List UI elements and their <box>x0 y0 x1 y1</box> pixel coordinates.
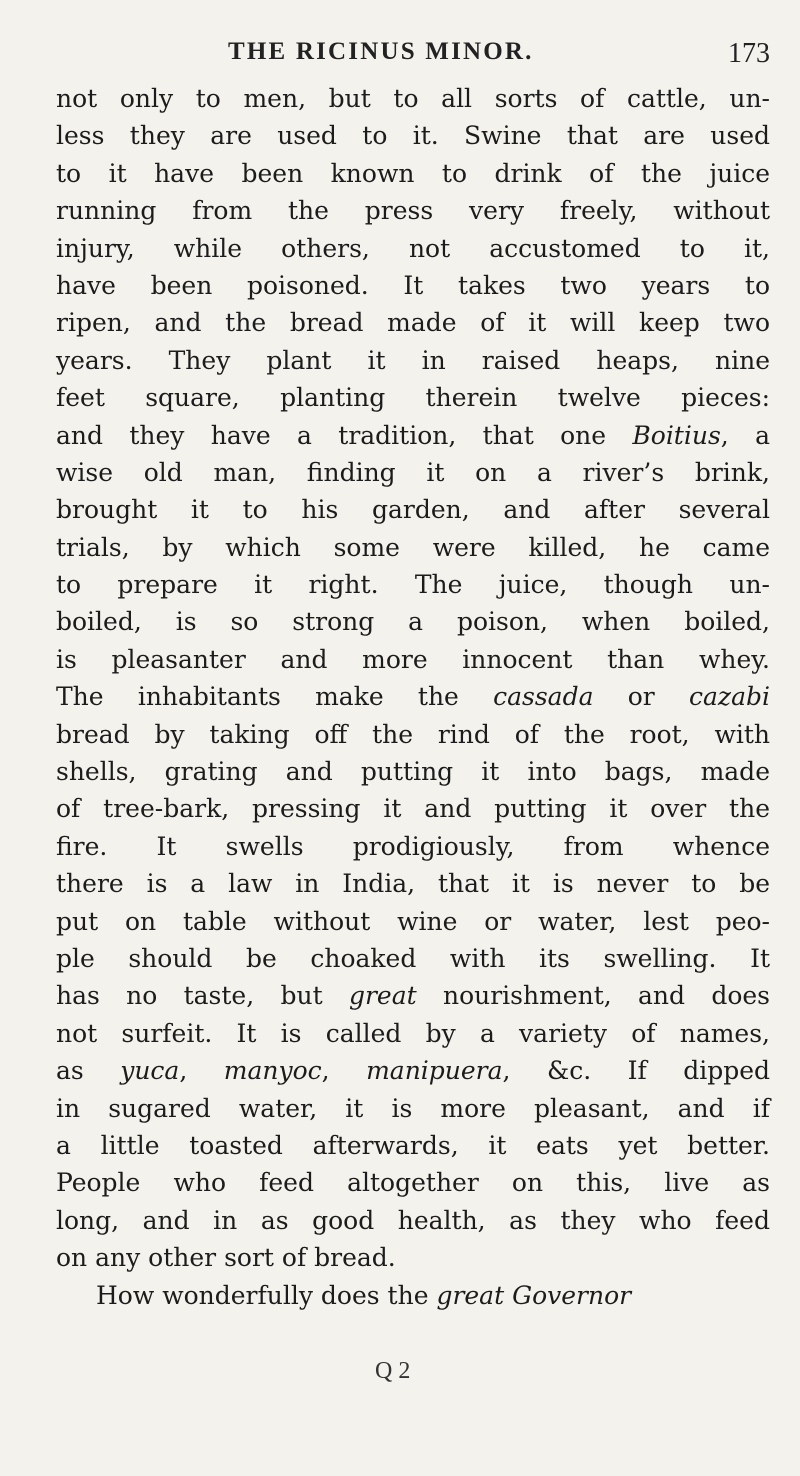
text-line: on any other sort of bread. <box>56 1243 396 1273</box>
text-line: of tree-bark, pressing it and putting it over the <box>56 794 770 824</box>
text-line: to it have been known to drink of the juice <box>56 158 770 188</box>
text-line: boiled, is so strong a poison, when boiled, <box>56 607 770 637</box>
text-line: there is a law in India, that it is never to be <box>56 869 770 899</box>
text-line: not surfeit. It is called by a variety of names, <box>56 1018 770 1048</box>
text-line: and they have a tradition, that one Boitius, a <box>56 420 770 450</box>
text-line: ple should be choaked with its swelling. It <box>56 943 770 973</box>
text-line: feet square, planting therein twelve pieces: <box>56 383 770 413</box>
text-line: have been poisoned. It takes two years to <box>56 270 770 300</box>
text-line: less they are used to it. Swine that are used <box>56 121 770 151</box>
text-line: ripen, and the bread made of it will keep two <box>56 308 770 338</box>
text-line: How wonderfully does the great Governor <box>96 1280 632 1310</box>
text-line: wise old man, finding it on a river’s brink, <box>56 457 770 487</box>
page-header <box>228 38 770 78</box>
text-line: put on table without wine or water, lest peo- <box>56 906 770 936</box>
text-line: The inhabitants make the cassada or cazabi <box>56 682 770 712</box>
text-line: a little toasted afterwards, it eats yet better. <box>56 1130 770 1160</box>
text-line: running from the press very freely, without <box>56 196 770 226</box>
text-line: not only to men, but to all sorts of cattle, un- <box>56 84 770 113</box>
text-line: is pleasanter and more innocent than whey. <box>56 644 770 674</box>
text-line: People who feed altogether on this, live as <box>56 1168 770 1198</box>
page-number: 173 <box>728 38 770 69</box>
text-line: fire. It swells prodigiously, from whence <box>56 831 770 861</box>
text-line: long, and in as good health, as they who feed <box>56 1205 770 1235</box>
text-line: injury, while others, not accustomed to it, <box>56 233 770 263</box>
text-line: bread by taking off the rind of the root, with <box>56 719 770 749</box>
text-line: years. They plant it in raised heaps, nine <box>56 345 770 375</box>
text-line: in sugared water, it is more pleasant, and if <box>56 1093 770 1123</box>
body-text <box>56 80 770 1314</box>
signature-mark: Q 2 <box>375 1358 411 1384</box>
running-head: THE RICINUS MINOR. <box>228 38 534 65</box>
text-line: brought it to his garden, and after several <box>56 495 770 525</box>
text-line: has no taste, but great nourishment, and does <box>56 981 770 1011</box>
text-line: trials, by which some were killed, he came <box>56 532 770 562</box>
text-line: shells, grating and putting it into bags, made <box>56 757 770 787</box>
text-line: to prepare it right. The juice, though un- <box>56 570 770 600</box>
text-line: as yuca, manyoc, manipuera, &c. If dipped <box>56 1056 771 1086</box>
